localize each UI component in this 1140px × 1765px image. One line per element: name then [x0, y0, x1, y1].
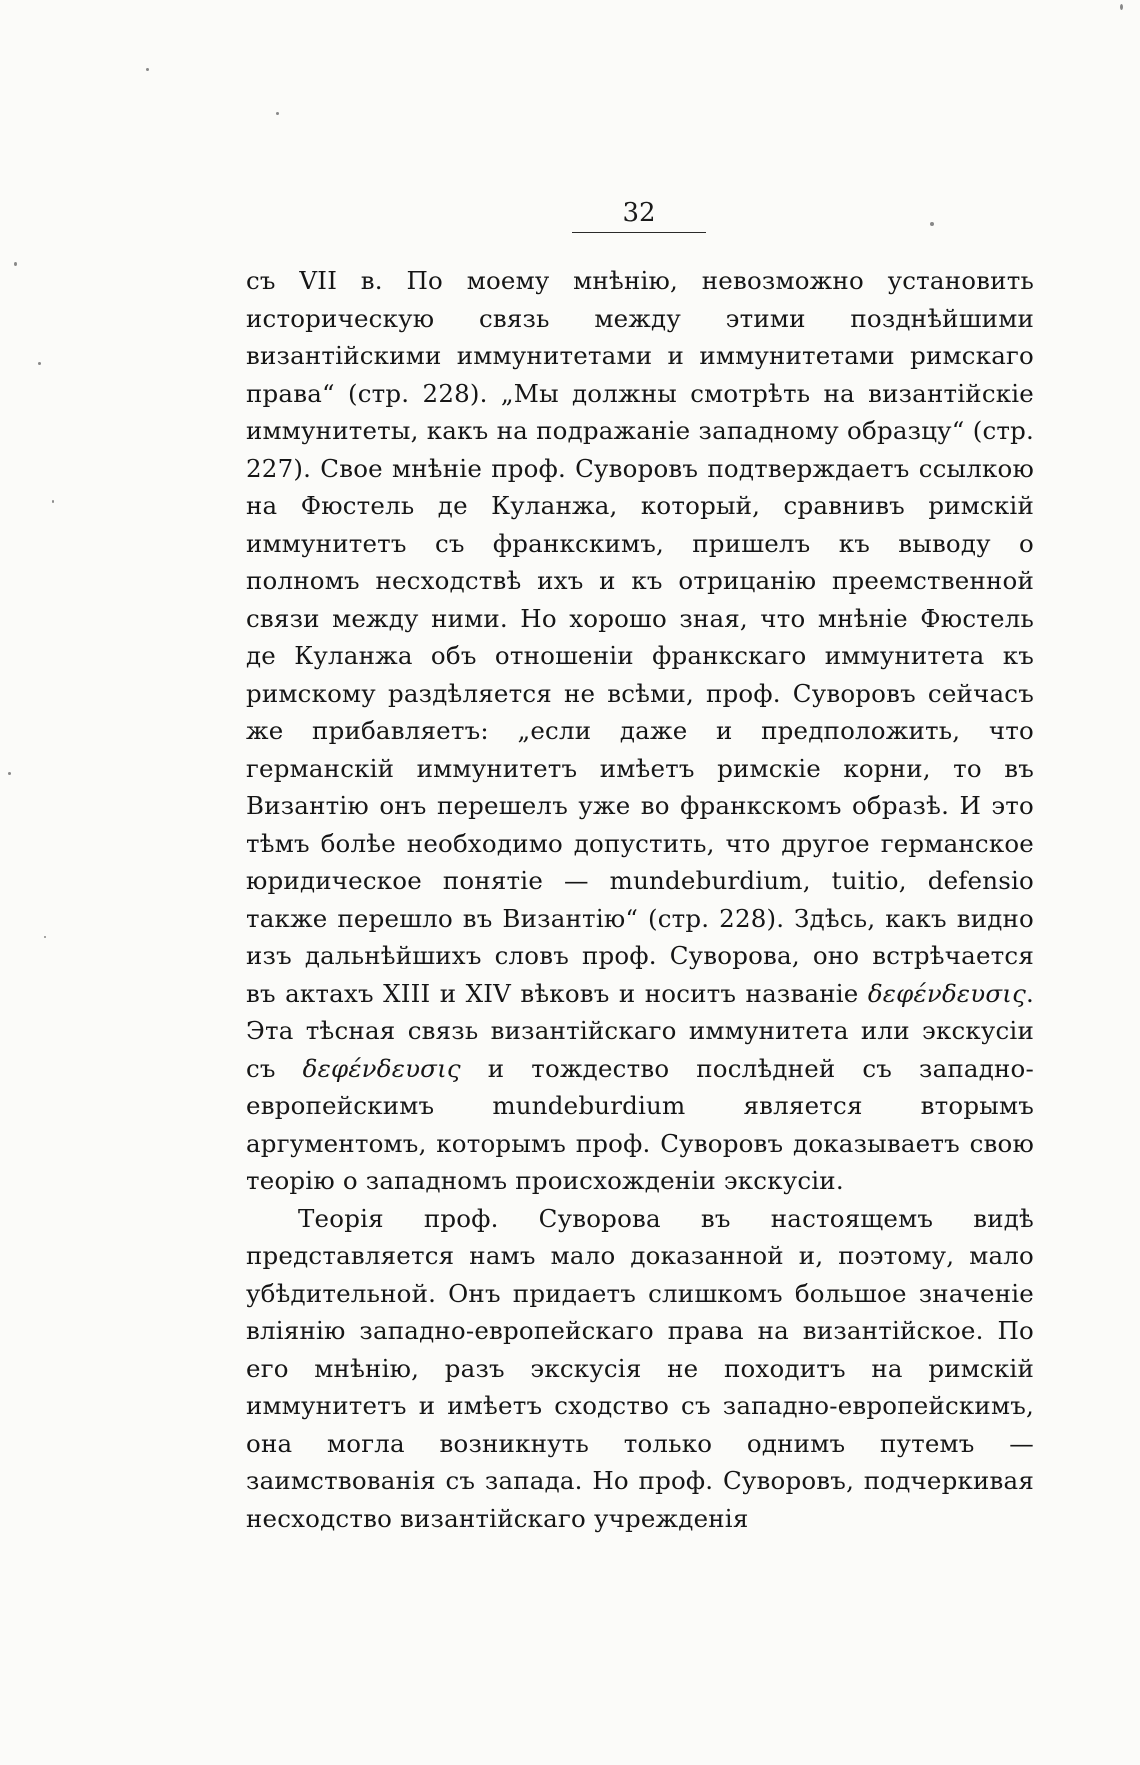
body-text: [246, 262, 1034, 1537]
greek-term-1: δεφένδευσις: [867, 978, 1026, 1008]
scan-speck: [44, 936, 46, 938]
scan-speck: [276, 112, 279, 115]
scan-speck: [8, 772, 11, 775]
scan-speck: [1120, 4, 1123, 10]
scan-speck: [146, 68, 149, 71]
page-number-rule: [572, 232, 706, 233]
scan-speck: [930, 222, 934, 226]
page-number: 32: [622, 198, 656, 228]
paragraph-1-text-b: . Эта тѣсная связь византійскаго иммунитета или экскусіи съ: [246, 978, 1034, 1083]
greek-term-2: δεφένδευσις: [302, 1053, 461, 1083]
paragraph-1-text-a: съ VII в. По моему мнѣнію, невозможно установить историческую связь между этими позднѣйшими византійскими иммунитетами и иммунитетами римскаго права“ (стр. 228). „Мы должны смотрѣть на византійскіе иммунитеты, какъ на подражаніе западному образцу“ (стр. 227). Свое мнѣніе проф. Суворовъ подтверждаетъ ссылкою на Фюстель де Куланжа, который, сравнивъ римскій иммунитетъ съ франкскимъ, пришелъ къ выводу о полномъ несходствѣ ихъ и къ отрицанію преемственной связи между ними. Но хорошо зная, что мнѣніе Фюстель де Куланжа объ отношеніи франкскаго иммунитета къ римскому раздѣляется не всѣми, проф. Суворовъ сейчасъ же прибавляетъ: „если даже и предположить, что германскій иммунитетъ имѣетъ римскіе корни, то въ Византію онъ перешелъ уже во франкскомъ образѣ. И это тѣмъ болѣе необходимо допустить, что другое германское юридическое понятіе — mundeburdium, tuitio, defensio также перешло въ Византію“ (стр. 228). Здѣсь, какъ видно изъ дальнѣйшихъ словъ проф. Суворова, оно встрѣчается въ актахъ XIII и XIV вѣковъ и носитъ названіе: [246, 266, 1034, 1008]
paragraph-2: Теорія проф. Суворова въ настоящемъ видѣ представляется намъ мало доказанной и, поэтому, мало убѣдительной. Онъ придаетъ слишкомъ большое значеніе вліянію западно-европейскаго права на византійское. По его мнѣнію, разъ экскусія не походитъ на римскій иммунитетъ и имѣетъ сходство съ западно-европейскимъ, она могла возникнуть только однимъ путемъ — заимствованія съ запада. Но проф. Суворовъ, подчеркивая несходство византійскаго учрежденія: [246, 1203, 1034, 1533]
paragraph-1-text-c: и тождество послѣдней съ западно-европейскимъ mundeburdium является вторымъ аргументомъ, которымъ проф. Суворовъ доказываетъ свою теорію о западномъ происхожденіи экскусіи.: [246, 1053, 1034, 1195]
paragraph-1: [246, 262, 1034, 1200]
scan-speck: [14, 262, 17, 266]
scan-speck: [52, 500, 54, 503]
scan-speck: [38, 362, 41, 365]
